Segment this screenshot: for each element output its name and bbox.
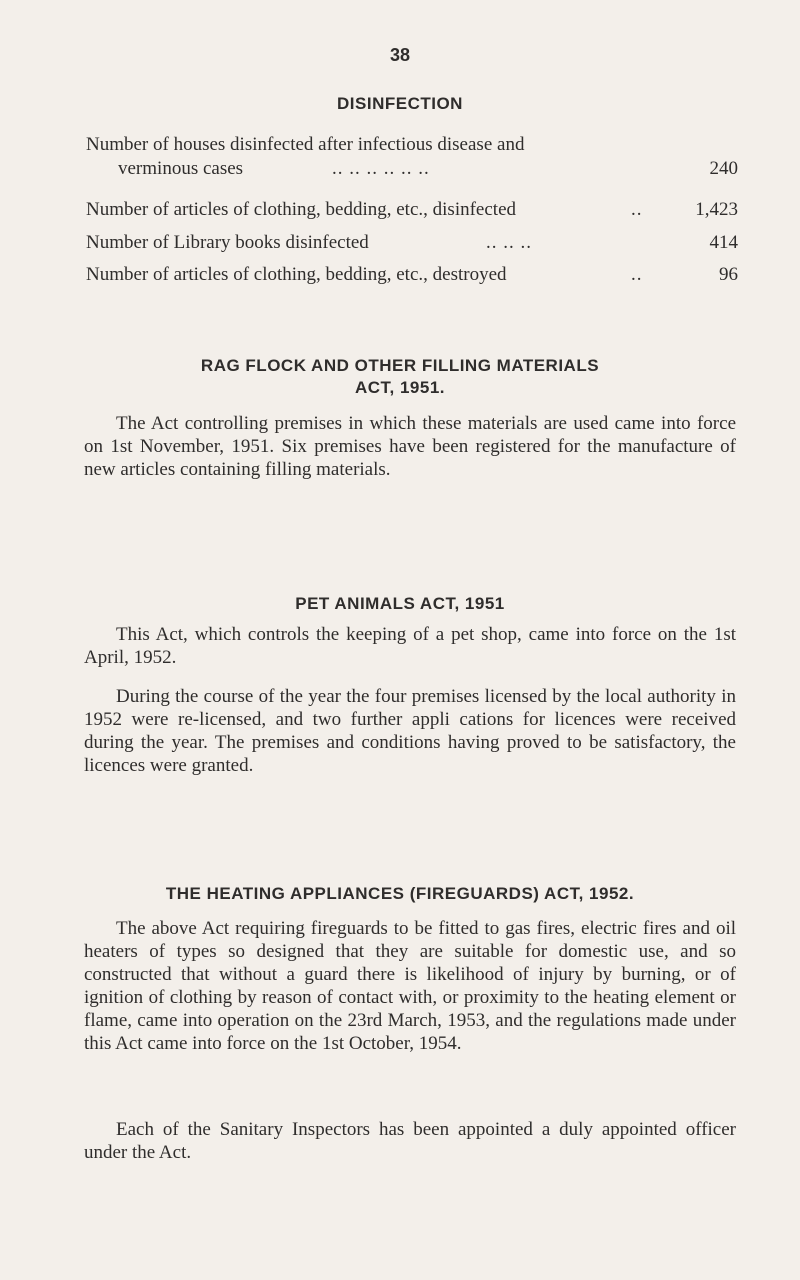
row-value: 96 bbox=[719, 264, 738, 285]
heating-heading: THE HEATING APPLIANCES (FIREGUARDS) ACT, 1952. bbox=[165, 884, 635, 903]
pet-animals-paragraph-1: This Act, which controls the keeping of a pet shop, came into force on the 1st April, 1952. bbox=[84, 624, 736, 668]
disinfection-heading: DISINFECTION bbox=[337, 94, 463, 113]
rag-flock-paragraph: The Act controlling premises in which these materials are used came into force on 1st November, 1951. Six premises have been registered for the manufacture of new articles containing filling materials. bbox=[84, 413, 736, 480]
heating-paragraph-2: Each of the Sanitary Inspectors has been appointed a duly appointed officer under the Act. bbox=[84, 1119, 736, 1163]
page-number: 38 bbox=[389, 45, 411, 65]
dot-leader: .. .. .. bbox=[486, 232, 532, 253]
dot-leader: .. bbox=[631, 264, 643, 285]
row-label: Number of houses disinfected after infectious disease and bbox=[86, 134, 525, 155]
row-value: 240 bbox=[709, 158, 738, 179]
pet-animals-paragraph-2: During the course of the year the four premises licensed by the local authority in 1952 were re-licensed, and two further appli cations for licences were received during the year. The premises and conditions having proved to be satisfactory, the licences were granted. bbox=[84, 686, 736, 776]
row-label: Number of articles of clothing, bedding, etc., disinfected bbox=[86, 199, 517, 220]
heating-paragraph-1: The above Act requiring fireguards to be fitted to gas fires, electric fires and oil heaters of types so designed that they are suitable for domestic use, and so constructed that without a guard there is likelihood of injury by burning, or of ignition of clothing by reason of contact with, or proximity to the heating element or flame, came into operation on the 23rd March, 1953, and the regulations made under this Act came into force on the 1st October, 1954. bbox=[84, 918, 736, 1054]
rag-flock-heading-line2: ACT, 1951. bbox=[354, 378, 446, 397]
disinfection-row-clothing-disinfected bbox=[86, 198, 738, 222]
row-label: Number of Library books disinfected bbox=[86, 232, 369, 253]
row-label: Number of articles of clothing, bedding, etc., destroyed bbox=[86, 264, 507, 285]
rag-flock-heading-line1: RAG FLOCK AND OTHER FILLING MATERIALS bbox=[200, 356, 600, 375]
disinfection-row-library-books bbox=[86, 231, 738, 255]
dot-leader: .. .. .. .. .. .. bbox=[332, 158, 430, 179]
rag-flock-heading bbox=[0, 355, 800, 399]
row-value: 414 bbox=[709, 232, 738, 253]
dot-leader: .. bbox=[631, 199, 643, 220]
disinfection-row-houses bbox=[86, 133, 738, 181]
row-value: 1,423 bbox=[695, 199, 738, 220]
pet-animals-heading: PET ANIMALS ACT, 1951 bbox=[295, 594, 505, 613]
disinfection-row-clothing-destroyed bbox=[86, 263, 738, 287]
row-label-continuation: verminous cases bbox=[118, 158, 244, 179]
